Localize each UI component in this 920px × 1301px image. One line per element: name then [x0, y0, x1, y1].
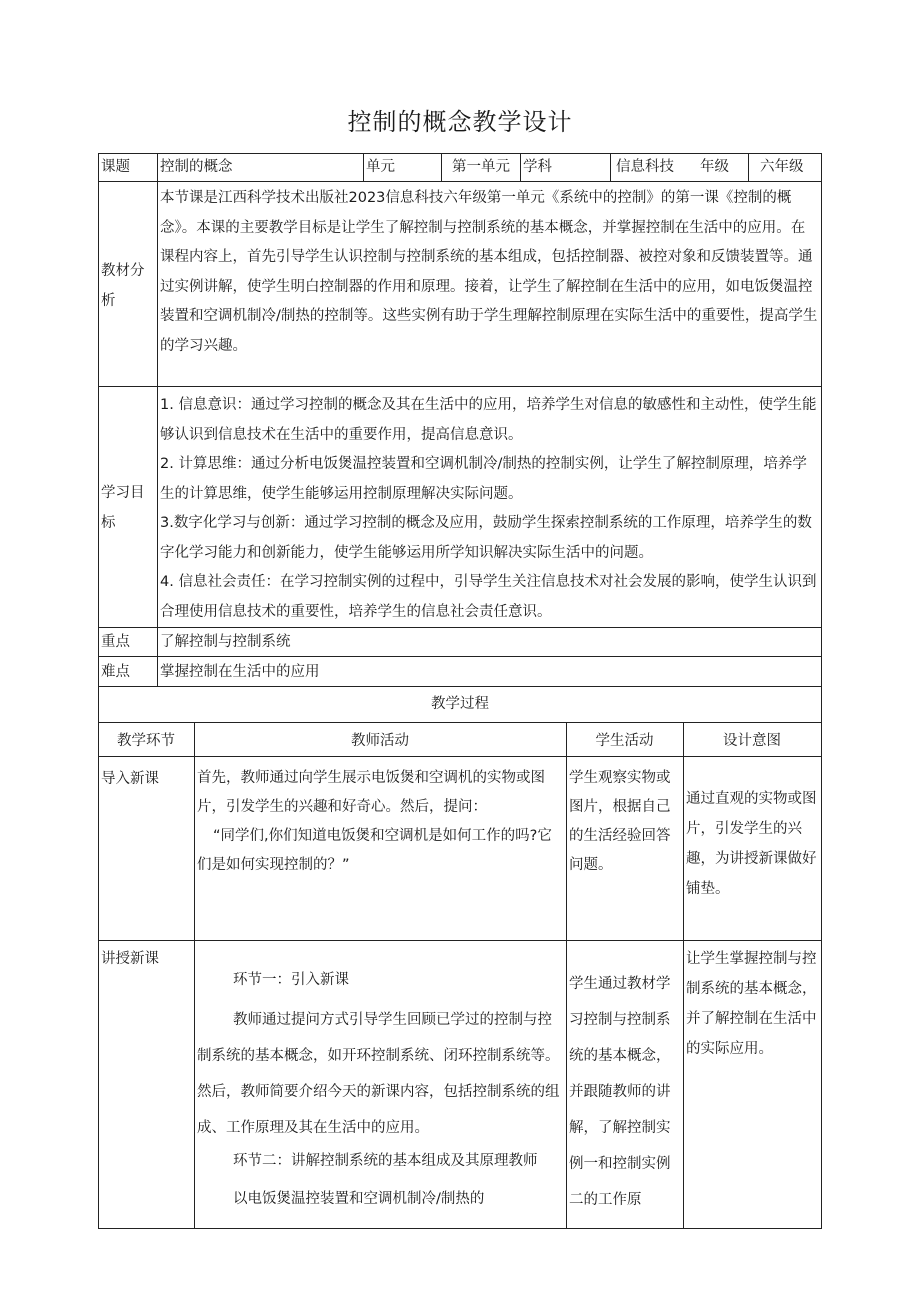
subject-label: 学科 — [523, 159, 552, 175]
grade-value: 六年级 — [760, 159, 804, 175]
objective-item: 4. 信息社会责任：在学习控制实例的过程中，引导学生关注信息技术对社会发展的影响，使学生认识到合理使用信息技术的重要性，培养学生的信息社会责任意识。 — [160, 574, 817, 620]
column-header-teacher: 教师活动 — [351, 733, 409, 749]
column-header-intent: 设计意图 — [723, 733, 781, 749]
teacher-activity: 以电饭煲温控装置和空调机制冷/制热的 — [233, 1191, 485, 1207]
material-label: 教材分析 — [101, 263, 145, 309]
stage-label: 讲授新课 — [101, 951, 159, 967]
teacher-activity: 教师通过提问方式引导学生回顾已学过的控制与控制系统的基本概念，如开环控制系统、闭环控制系统等。然后，教师简要介绍今天的新课内容，包括控制系统的组成、工作原理及其在生活中的应用。 — [197, 1012, 560, 1136]
column-header-stage: 教学环节 — [117, 733, 175, 749]
unit-value: 第一单元 — [452, 159, 510, 175]
process-heading: 教学过程 — [431, 696, 489, 712]
design-intent: 通过直观的实物或图片，引发学生的兴趣，为讲授新课做好铺垫。 — [686, 791, 817, 897]
column-header-student: 学生活动 — [595, 733, 654, 749]
stage-label: 导入新课 — [101, 771, 159, 787]
topic-label: 课题 — [101, 159, 130, 175]
objectives-label: 学习目标 — [101, 485, 145, 531]
difficult-point-label: 难点 — [101, 664, 130, 680]
objective-item: 1. 信息意识：通过学习控制的概念及其在生活中的应用，培养学生对信息的敏感性和主动性，使学生能够认识到信息技术在生活中的重要作用，提高信息意识。 — [160, 397, 817, 443]
key-point-label: 重点 — [101, 634, 130, 650]
design-intent: 让学生掌握控制与控制系统的基本概念，并了解控制在生活中的实际应用。 — [686, 951, 817, 1057]
topic-value: 控制的概念 — [160, 159, 233, 175]
teacher-activity: 首先，教师通过向学生展示电饭煲和空调机的实物或图片，引发学生的兴趣和好奇心。然后，提问： — [197, 770, 545, 815]
difficult-point-value: 掌握控制在生活中的应用 — [160, 664, 320, 680]
teacher-activity: 环节二：讲解控制系统的基本组成及其原理教师 — [233, 1153, 538, 1169]
grade-label: 年级 — [700, 159, 729, 175]
key-point-value: 了解控制与控制系统 — [160, 634, 291, 650]
objective-item: 3.数字化学习与创新：通过学习控制的概念及应用，鼓励学生探索控制系统的工作原理，培养学生的数字化学习能力和创新能力，使学生能够运用所学知识解决实际生活中的问题。 — [160, 515, 812, 561]
student-activity: 学生观察实物或图片，根据自己的生活经验回答问题。 — [569, 770, 671, 873]
unit-label: 单元 — [366, 159, 395, 175]
objective-item: 2. 计算思维：通过分析电饭煲温控装置和空调机制冷/制热的控制实例，让学生了解控制原理，培养学生的计算思维，使学生能够运用控制原理解决实际问题。 — [160, 456, 807, 502]
teacher-activity: 环节一：引入新课 — [233, 972, 349, 988]
teacher-activity: “同学们,你们知道电饭煲和空调机是如何工作的吗?它们是如何实现控制的？” — [197, 828, 552, 873]
page-title: 控制的概念教学设计 — [347, 108, 573, 136]
subject-value: 信息科技 — [616, 159, 674, 175]
student-activity: 学生通过教材学习控制与控制系统的基本概念，并跟随教师的讲解，了解控制实例一和控制实例二的工作原 — [569, 976, 671, 1208]
material-text: 本节课是江西科学技术出版社2023信息科技六年级第一单元《系统中的控制》的第一课《控制的概念》。本课的主要教学目标是让学生了解控制与控制系统的基本概念，并掌握控制在生活中的应用。在课程内容上，首先引导学生认识控制与控制系统的基本组成，包括控制器、被控对象和反馈装置等。通过实例讲解，使学生明白控制器的作用和原理。接着，让学生了解控制在生活中的应用，如电饭煲温控装置和空调机制冷/制热的控制等。这些实例有助于学生理解控制原理在实际生活中的重要性，提高学生的学习兴趣。 — [160, 190, 818, 354]
